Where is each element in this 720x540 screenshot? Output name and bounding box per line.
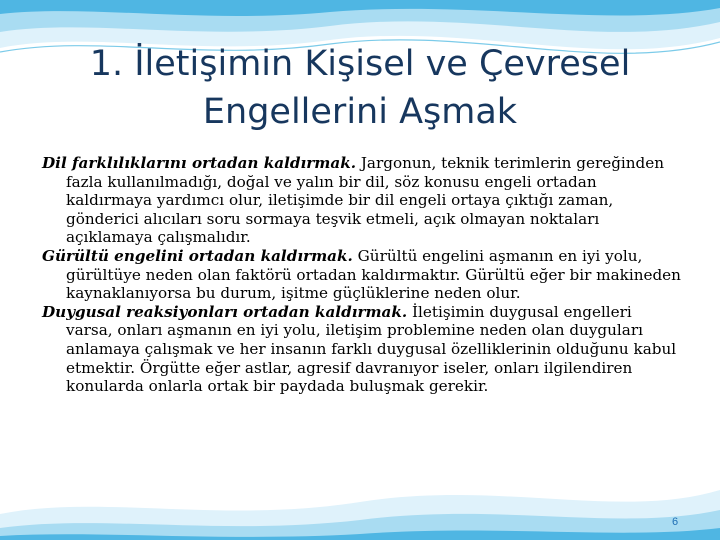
paragraph-language-barrier <box>42 154 682 247</box>
slide-body <box>42 154 682 396</box>
bottom-wave-decoration <box>0 480 720 540</box>
paragraph-text: İletişimin duygusal engelleri varsa, onları aşmanın en iyi yolu, iletişim problemine neden olan duyguları anlamaya çalışmak ve her insanın farklı duygusal özelliklerinin olduğunu kabul etmektir. Örgütte eğer astlar, agresif davranıyor iseler, onları ilgilendiren konularda onlarla ortak bir paydada buluşmak gerekir. <box>66 302 677 396</box>
slide-title-line-2: Engellerini Aşmak <box>202 92 518 132</box>
paragraph-text: Gürültü engelini aşmanın en iyi yolu, gürültüye neden olan faktörü ortadan kaldırmaktır. Gürültü eğer bir makineden kaynaklanıyorsa bu durum, işitme güçlüklerine neden olur. <box>66 246 681 303</box>
slide-title-line-1: 1. İletişimin Kişisel ve Çevresel <box>89 44 631 84</box>
paragraph-noise-barrier <box>42 247 682 303</box>
paragraph-lead: Duygusal reaksiyonları ortadan kaldırmak. <box>42 302 408 321</box>
page-number: 6 <box>672 516 679 528</box>
slide-title <box>40 40 680 136</box>
paragraph-lead: Dil farklılıklarını ortadan kaldırmak. <box>42 154 356 172</box>
paragraph-text: Jargonun, teknik terimlerin gereğinden fazla kullanılmadığı, doğal ve yalın bir dil, söz konusu engeli ortadan kaldırmaya yardımcı olur, iletişimde bir dil engeli ortaya çıktığı zaman, gönderici alıcıları soru sormaya teşvik etmeli, açık olmayan noktaları açıklamaya çalışmalıdır. <box>66 154 665 247</box>
paragraph-emotional-barrier <box>42 303 682 396</box>
paragraph-lead: Gürültü engelini ortadan kaldırmak. <box>42 246 353 265</box>
